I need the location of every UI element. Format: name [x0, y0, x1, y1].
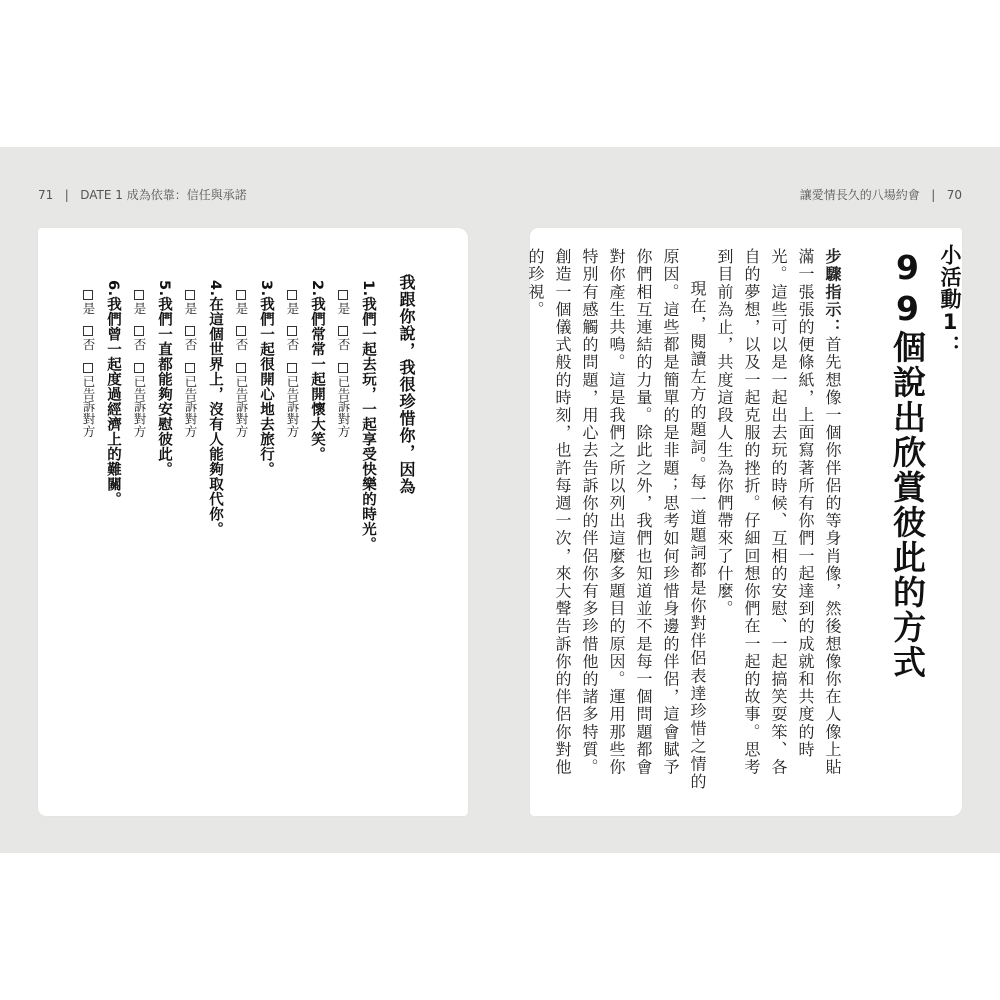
option-yes[interactable]: 是	[232, 290, 250, 315]
paragraph-2: 現在，閱讀左方的題詞。每一道題詞都是你對伴侶表達珍惜之情的原因。這些都是簡單的是非題；思考如何珍惜身邊的伴侶，這會賦予你們相互連結的力量。除此之外，我們也知道並不是每一個問題都會對你產生共鳴。這是我們之所以列出這麼多題目的原因。運用那些你特別有感觸的問題，用心去告訴你的伴侶你有多珍惜他的諸多特質。創造一個儀式般的時刻，也許每週一次，來大聲告訴你的伴侶你對他的珍視。	[526, 248, 707, 791]
question-text: 我們曾一起度過經濟上的難關。	[105, 296, 121, 507]
checkbox-icon	[236, 290, 246, 300]
option-yes[interactable]: 是	[79, 290, 97, 315]
checkbox-icon	[134, 326, 144, 336]
checkbox-icon	[287, 290, 297, 300]
question-1: 1.我們一起去玩，一起享受快樂的時光。 是 否 已告訴對方	[336, 280, 376, 552]
chapter-title: DATE 1 成為依靠：信任與承諾	[80, 188, 247, 202]
right-page-header: 讓愛情長久的八場約會 | 70	[799, 188, 962, 202]
answer-options	[232, 290, 250, 445]
answer-options	[334, 290, 352, 445]
option-told[interactable]: 已告訴對方	[130, 363, 148, 438]
option-told[interactable]: 已告訴對方	[232, 363, 250, 438]
instruction-lead: 步驟指示：	[823, 248, 842, 336]
option-told[interactable]: 已告訴對方	[181, 363, 199, 438]
checkbox-icon	[338, 290, 348, 300]
option-no[interactable]: 否	[181, 326, 199, 351]
checkbox-icon	[338, 363, 348, 373]
right-page-number: 70	[946, 188, 962, 202]
option-told[interactable]: 已告訴對方	[283, 363, 301, 438]
question-3: 3.我們一起很開心地去旅行。 是 否 已告訴對方	[234, 280, 274, 477]
question-text: 我們一起很開心地去旅行。	[258, 296, 274, 477]
checkbox-icon	[185, 290, 195, 300]
checkbox-icon	[236, 326, 246, 336]
option-yes[interactable]: 是	[130, 290, 148, 315]
option-yes[interactable]: 是	[283, 290, 301, 315]
checkbox-icon	[83, 326, 93, 336]
question-text: 在這個世界上，沒有人能夠取代你。	[207, 296, 223, 537]
checklist-intro: 我跟你說，我很珍惜你，因為	[397, 274, 416, 495]
left-page-header: 71 | DATE 1 成為依靠：信任與承諾	[38, 188, 247, 202]
checkbox-icon	[134, 290, 144, 300]
activity-title: 99個說出欣賞彼此的方式	[888, 248, 927, 680]
question-4: 4.在這個世界上，沒有人能夠取代你。 是 否 已告訴對方	[183, 280, 223, 537]
option-yes[interactable]: 是	[334, 290, 352, 315]
checkbox-icon	[185, 326, 195, 336]
book-title: 讓愛情長久的八場約會	[799, 188, 920, 202]
option-no[interactable]: 否	[334, 326, 352, 351]
checkbox-icon	[236, 363, 246, 373]
checkbox-icon	[83, 290, 93, 300]
checkbox-icon	[287, 326, 297, 336]
checkbox-icon	[287, 363, 297, 373]
answer-options	[130, 290, 148, 445]
checkbox-icon	[83, 363, 93, 373]
checkbox-icon	[185, 363, 195, 373]
activity-label: 小活動1：	[938, 244, 962, 357]
answer-options	[283, 290, 301, 445]
paragraph-1: 步驟指示：首先想像一個你伴侶的等身肖像，然後想像你在人像上貼滿一張張的便條紙，上面寫著所有你們一起達到的成就和共度的時光。這些可以是一起出去玩的時候、互相的安慰、一起搞笑耍笨、各自的夢想，以及一起克服的挫折。仔細回想你們在一起的故事。思考到目前為止，共度這段人生為你們帶來了什麼。	[715, 248, 842, 776]
right-page	[526, 228, 962, 816]
left-page	[38, 228, 468, 816]
option-no[interactable]: 否	[232, 326, 250, 351]
option-told[interactable]: 已告訴對方	[334, 363, 352, 438]
option-no[interactable]: 否	[130, 326, 148, 351]
option-told[interactable]: 已告訴對方	[79, 363, 97, 438]
checkbox-icon	[134, 363, 144, 373]
question-5: 5.我們一直都能夠安慰彼此。 是 否 已告訴對方	[132, 280, 172, 477]
activity-body	[522, 248, 846, 793]
left-page-number: 71	[38, 188, 54, 202]
option-no[interactable]: 否	[79, 326, 97, 351]
answer-options	[181, 290, 199, 445]
question-text: 我們一直都能夠安慰彼此。	[156, 296, 172, 477]
question-text: 我們一起去玩，一起享受快樂的時光。	[360, 296, 376, 552]
question-text: 我們常常一起開懷大笑。	[309, 296, 325, 462]
option-no[interactable]: 否	[283, 326, 301, 351]
answer-options	[79, 290, 97, 445]
option-yes[interactable]: 是	[181, 290, 199, 315]
question-6: 6.我們曾一起度過經濟上的難關。 是 否 已告訴對方	[81, 280, 121, 507]
checkbox-icon	[338, 326, 348, 336]
question-2: 2.我們常常一起開懷大笑。 是 否 已告訴對方	[285, 280, 325, 462]
